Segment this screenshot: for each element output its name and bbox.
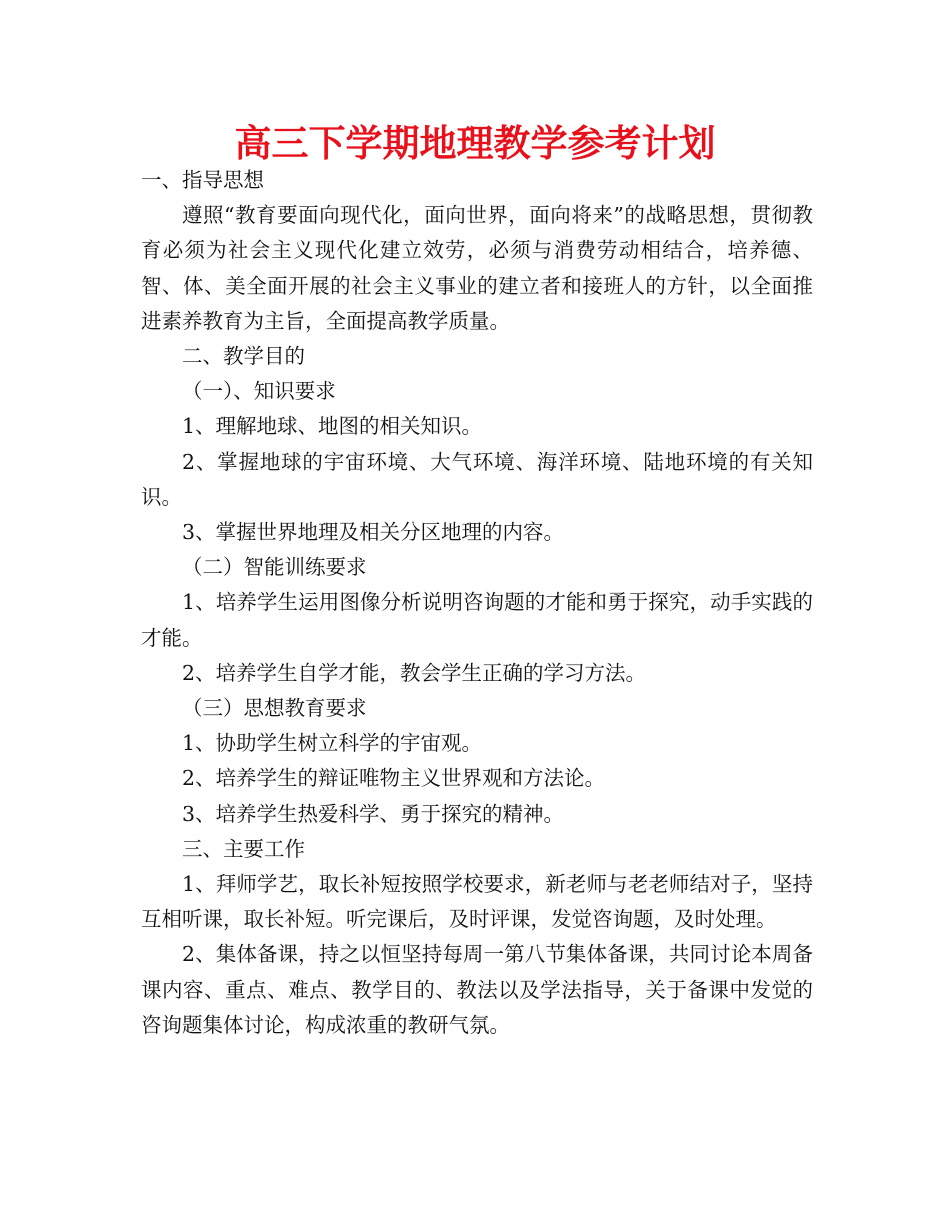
document-body — [141, 163, 813, 1043]
section-heading: 二、教学目的 — [182, 344, 305, 369]
list-item: 2、培养学生自学才能，教会学生正确的学习方法。 — [182, 660, 647, 685]
list-item: 2、培养学生的辩证唯物主义世界观和方法论。 — [182, 766, 606, 791]
list-item: 2、掌握地球的宇宙环境、大气环境、海洋环境、陆地环境的有关知识。 — [141, 449, 813, 509]
paragraph: 遵照“教育要面向现代化，面向世界，面向将来”的战略思想，贯彻教育必须为社会主义现代化建立效劳，必须与消费劳动相结合，培养德、智、体、美全面开展的社会主义事业的建立者和接班人的方针，以全面推进素养教育为主旨，全面提高教学质量。 — [141, 203, 813, 333]
section-heading: 一、指导思想 — [141, 168, 264, 192]
list-item: 1、培养学生运用图像分析说明咨询题的才能和勇于探究，动手实践的才能。 — [141, 590, 813, 650]
document-title: 高三下学期地理教学参考计划 — [234, 122, 716, 165]
list-item: 3、掌握世界地理及相关分区地理的内容。 — [182, 520, 565, 545]
list-item: 1、理解地球、地图的相关知识。 — [182, 414, 483, 439]
list-item: 1、拜师学艺，取长补短按照学校要求，新老师与老老师结对子，坚持互相听课，取长补短。听完课后，及时评课，发觉咨询题，及时处理。 — [141, 872, 813, 932]
subsection-heading: （二）智能训练要求 — [182, 555, 367, 580]
list-item: 1、协助学生树立科学的宇宙观。 — [182, 731, 483, 756]
section-heading: 三、主要工作 — [182, 836, 305, 861]
subsection-heading: （三）思想教育要求 — [182, 696, 367, 721]
list-item: 2、集体备课，持之以恒坚持每周一第八节集体备课，共同讨论本周备课内容、重点、难点、教学目的、教法以及学法指导，关于备课中发觉的咨询题集体讨论，构成浓重的教研气氛。 — [141, 942, 813, 1037]
list-item: 3、培养学生热爱科学、勇于探究的精神。 — [182, 801, 565, 826]
subsection-heading: （一）、知识要求 — [182, 379, 336, 404]
